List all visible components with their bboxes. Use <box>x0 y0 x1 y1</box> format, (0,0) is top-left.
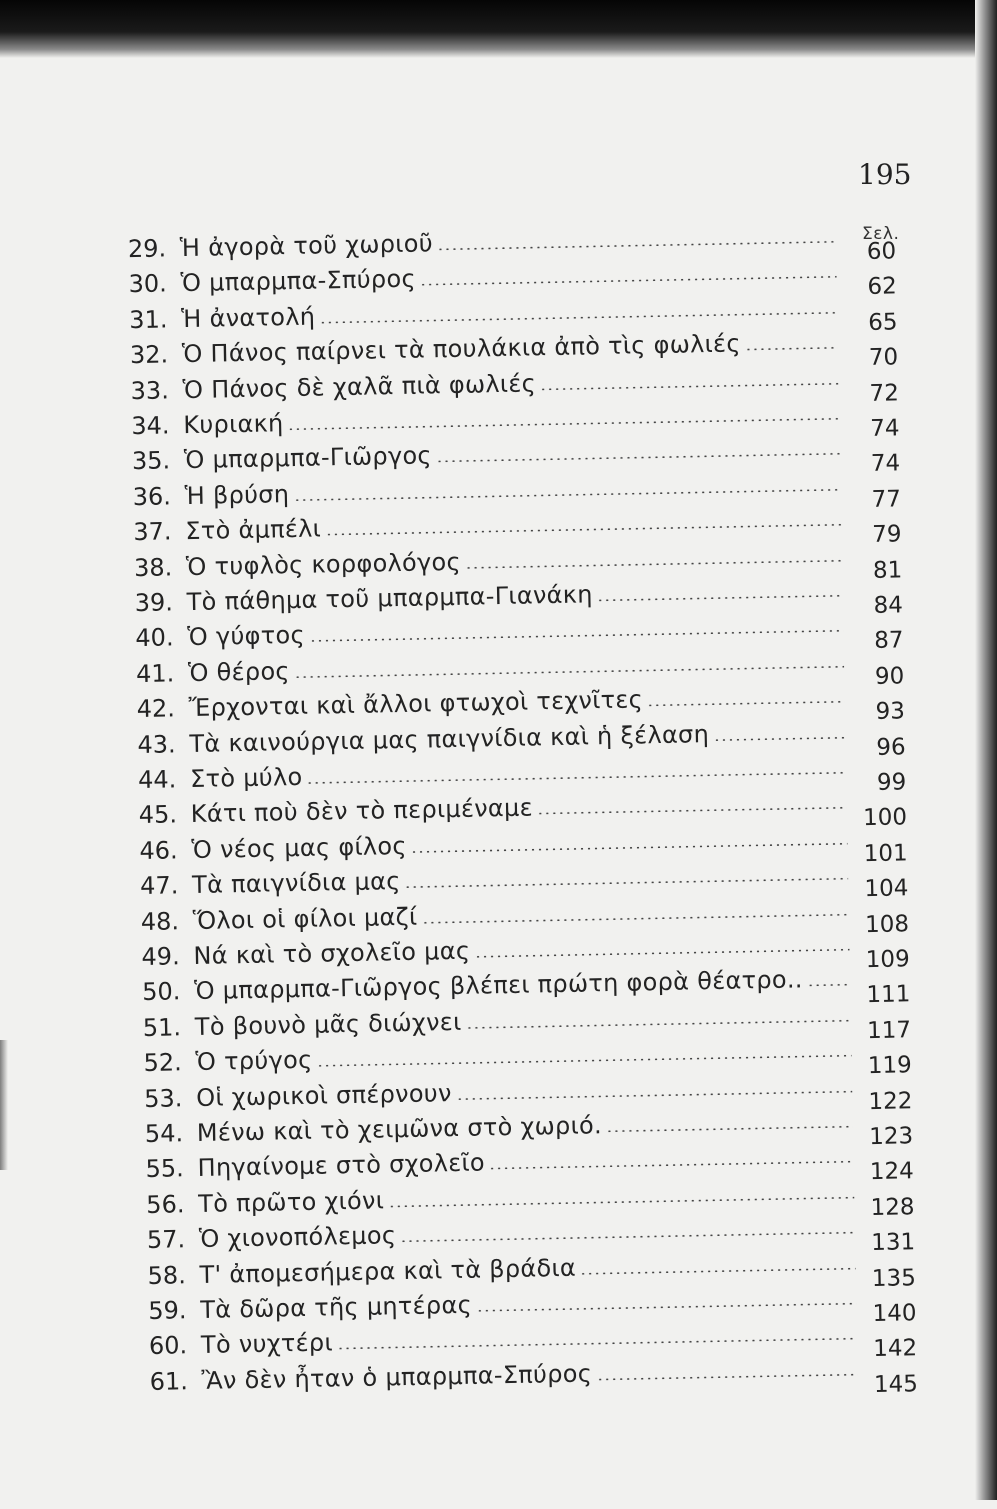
toc-entry-page: 135 <box>871 1264 917 1292</box>
dot-leader <box>456 1090 852 1100</box>
toc-entry-page: 74 <box>870 450 901 478</box>
toc-entry-title: Τὸ πάθημα τοῦ μπαρμπα-Γιανάκη <box>186 580 593 617</box>
dot-leader <box>325 524 841 536</box>
toc-entry-number: 39. <box>134 588 174 618</box>
toc-entry-title: Κάτι ποὺ δὲν τὸ περιμέναμε <box>190 793 534 829</box>
toc-entry-title: Πηγαίνομε στὸ σχολεῖο <box>197 1148 486 1183</box>
toc-entry-number: 45. <box>138 800 178 830</box>
toc-entry-number: 50. <box>141 977 181 1007</box>
dot-leader <box>713 736 845 741</box>
toc-entry-page: 62 <box>867 273 898 301</box>
dot-leader <box>476 1302 856 1311</box>
toc-entry-page: 124 <box>869 1158 915 1186</box>
dot-leader <box>319 311 837 323</box>
toc-entry-title: Ὁ γύφτος <box>187 621 306 652</box>
toc-entry-number: 37. <box>133 517 172 547</box>
toc-entry-page: 119 <box>867 1052 912 1080</box>
toc-entry-number: 56. <box>145 1190 185 1219</box>
toc-entry-page: 109 <box>865 946 910 974</box>
toc-entry-title: Ἡ ἀγορὰ τοῦ χωριοῦ <box>179 229 434 263</box>
toc-entry-number: 44. <box>137 765 177 795</box>
toc-entry-page: 140 <box>872 1300 917 1328</box>
toc-entry-title: Ὁ Πάνος παίρνει τὰ πουλάκια ἀπὸ τὶς φωλιές <box>181 329 741 369</box>
toc-entry-page: 104 <box>864 875 909 903</box>
toc-entry-page: 108 <box>864 910 910 938</box>
toc-entry-number: 36. <box>132 482 172 511</box>
dot-leader <box>437 241 836 251</box>
toc-entry-title: Ὁ Πάνος δὲ χαλᾶ πιὰ φωλιές <box>182 368 537 404</box>
toc-entry-title: Ὁ νέος μας φίλος <box>191 831 407 864</box>
toc-entry-title: Ἡ βρύση <box>184 479 290 510</box>
dot-leader <box>307 771 847 783</box>
toc-entry-title: Στὸ μύλο <box>189 762 303 794</box>
dot-leader <box>288 418 840 431</box>
toc-entry-title: Ὁ μπαρμπα-Σπύρος <box>180 265 417 298</box>
dot-leader <box>294 665 844 678</box>
dot-leader <box>400 1232 855 1243</box>
toc-entry-title: Ὁ τυφλὸς κορφολόγος <box>185 547 462 581</box>
toc-entry-page: 87 <box>874 627 904 655</box>
toc-entry-page: 70 <box>868 344 899 372</box>
toc-entry-title: Τὸ πρῶτο χιόνι <box>197 1186 385 1218</box>
toc-entry-number: 31. <box>129 305 168 334</box>
toc-entry-title: Ἔρχονται καὶ ἄλλοι φτωχοὶ τεχνῖτες <box>188 685 644 723</box>
toc-entry-title: Τὸ νυχτέρι <box>200 1328 334 1360</box>
toc-entry-page: 122 <box>868 1087 913 1115</box>
toc-entry-page: 90 <box>874 663 905 690</box>
toc-entry-page: 142 <box>873 1335 918 1363</box>
dot-leader <box>436 453 840 463</box>
toc-entry-page: 84 <box>873 592 904 619</box>
toc-entry-page: 145 <box>873 1370 919 1398</box>
dot-leader <box>807 984 850 987</box>
toc-entry-number: 49. <box>141 942 180 972</box>
dot-leader <box>647 701 845 707</box>
toc-entry-number: 54. <box>144 1119 184 1148</box>
toc-entry-page: 123 <box>868 1123 914 1151</box>
toc-entry-number: 38. <box>133 552 173 582</box>
dot-leader <box>540 382 839 390</box>
toc-entry-page: 65 <box>867 309 898 336</box>
toc-entry-title: Κυριακή <box>183 409 284 440</box>
toc-entry-number: 47. <box>139 871 179 901</box>
dot-leader <box>537 807 847 815</box>
dot-leader <box>293 488 840 501</box>
toc-entry-page: 77 <box>871 486 902 513</box>
dot-leader <box>489 1161 854 1170</box>
dot-leader <box>474 948 849 957</box>
toc-entry-number: 60. <box>148 1331 188 1361</box>
toc-entry-title: Τὰ καινούργια μας παιγνίδια καὶ ἡ ξέλαση <box>189 719 710 758</box>
toc-entry-title: Ὁ θέρος <box>187 656 291 687</box>
toc-entry-title: Ὅλοι οἱ φίλοι μαζί <box>192 902 418 935</box>
dot-leader <box>421 913 848 923</box>
toc-entry-page: 60 <box>866 238 897 265</box>
toc-entry-title: Ἂν δὲν ἦταν ὁ μπαρμπα-Σπύρος <box>201 1359 593 1395</box>
toc-entry-page: 93 <box>875 698 906 726</box>
toc-entry-number: 48. <box>140 906 180 936</box>
toc-entry-number: 52. <box>143 1048 182 1078</box>
toc-entry-title: Ὁ μπαρμπα-Γιῶργος <box>183 441 433 475</box>
page-column-header: Σελ. <box>862 224 900 244</box>
toc-entry-title: Ὁ χιονοπόλεμος <box>198 1221 397 1254</box>
dot-leader <box>309 630 843 642</box>
dot-leader <box>405 878 848 889</box>
toc-entry-title: Οἱ χωρικοὶ σπέρνουν <box>195 1078 452 1112</box>
toc-entry-page: 99 <box>876 769 907 796</box>
toc-entry-number: 53. <box>143 1083 183 1113</box>
toc-entry-number: 32. <box>129 340 169 370</box>
toc-entry-number: 35. <box>131 446 171 476</box>
dot-leader <box>466 1019 851 1028</box>
toc-entry-page: 100 <box>862 804 908 832</box>
toc-entry-number: 59. <box>148 1296 187 1325</box>
toc-entry-title: Τὸ βουνὸ μᾶς διώχνει <box>194 1007 462 1041</box>
toc-entry-number: 55. <box>145 1154 185 1184</box>
toc-entry-page: 79 <box>872 521 902 549</box>
dot-leader <box>606 1125 853 1132</box>
toc-entry-number: 34. <box>131 411 170 441</box>
toc-entry-number: 41. <box>135 659 175 688</box>
dot-leader <box>411 842 848 852</box>
toc-entry-page: 72 <box>869 379 900 407</box>
toc-entry-page: 81 <box>872 556 903 584</box>
toc-entry-title: Τὰ δῶρα τῆς μητέρας <box>200 1290 473 1324</box>
toc-entry-page: 101 <box>863 840 908 867</box>
toc-entry-number: 46. <box>139 836 178 865</box>
dot-leader <box>580 1267 856 1274</box>
dot-leader <box>388 1196 854 1207</box>
toc-entry-title: Τὰ παιγνίδια μας <box>191 867 401 900</box>
toc-entry-page: 131 <box>870 1229 916 1257</box>
toc-entry-number: 61. <box>149 1367 189 1396</box>
toc-entry-number: 33. <box>130 375 170 405</box>
toc-entry-number: 40. <box>135 623 174 653</box>
dot-leader <box>337 1338 857 1350</box>
toc-entry-number: 30. <box>128 269 168 299</box>
dot-leader <box>596 1373 857 1380</box>
toc-entry-number: 42. <box>136 694 176 724</box>
toc-entry-page: 74 <box>869 415 900 442</box>
scan-border-left <box>0 1040 8 1170</box>
dot-leader <box>420 276 837 286</box>
dot-leader <box>317 1055 852 1067</box>
toc-entry-title: Ὁ τρύγος <box>195 1045 313 1077</box>
toc-entry-number: 43. <box>137 729 176 759</box>
toc-entry-number: 51. <box>142 1013 182 1042</box>
toc-entry-title: Μένω καὶ τὸ χειμῶνα στὸ χωριό. <box>196 1111 603 1147</box>
toc-entry-page: 96 <box>876 733 906 761</box>
toc-entry-number: 57. <box>146 1225 186 1255</box>
toc-entry-title: Στὸ ἀμπέλι <box>185 514 322 546</box>
toc-entry-page: 117 <box>866 1017 912 1044</box>
page-number: 195 <box>858 158 912 191</box>
toc-entry-page: 128 <box>870 1194 915 1221</box>
toc-entry-title: Νά καὶ τὸ σχολεῖο μας <box>193 936 471 971</box>
dot-leader <box>745 347 838 351</box>
dot-leader <box>465 559 842 568</box>
toc-entry-number: 29. <box>127 234 167 264</box>
toc-entry-number: 58. <box>147 1260 187 1290</box>
toc-entry-title: Τ' ἀπομεσήμερα καὶ τὰ βράδια <box>199 1253 577 1289</box>
toc-entry-page: 111 <box>866 981 911 1009</box>
dot-leader <box>597 594 843 601</box>
toc-entry-title: Ἡ ἀνατολή <box>180 302 316 333</box>
toc-entry-title: Ὁ μπαρμπα-Γιῶργος βλέπει πρώτη φορὰ θέατρο.. <box>193 965 803 1006</box>
